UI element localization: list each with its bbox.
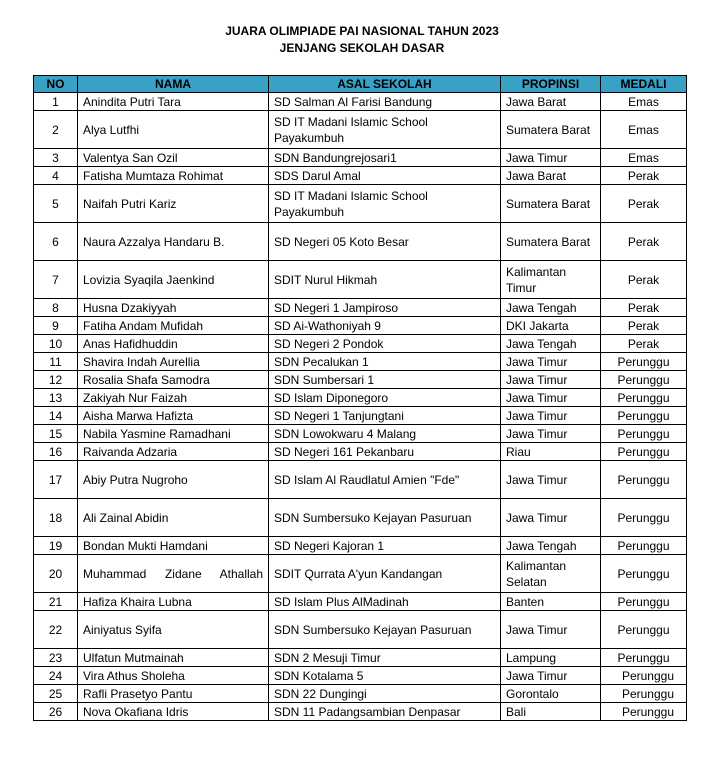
- cell-medali: Perunggu: [601, 371, 687, 389]
- header-medali: MEDALI: [601, 76, 687, 93]
- cell-asal-sekolah: SD Islam Al Raudlatul Amien "Fde": [269, 461, 501, 499]
- cell-propinsi: Jawa Timur: [501, 611, 601, 649]
- cell-propinsi: Jawa Timur: [501, 461, 601, 499]
- document-title: JUARA OLIMPIADE PAI NASIONAL TAHUN 2023: [225, 24, 499, 38]
- cell-medali: Perak: [601, 335, 687, 353]
- table-row: [34, 703, 687, 721]
- cell-medali: Emas: [601, 111, 687, 149]
- cell-no: 4: [34, 167, 78, 185]
- cell-medali: Perunggu: [601, 685, 687, 703]
- table-row: [34, 223, 687, 261]
- table-row: [34, 593, 687, 611]
- cell-no: 3: [34, 149, 78, 167]
- cell-asal-sekolah: SD Islam Diponegoro: [269, 389, 501, 407]
- cell-no: 21: [34, 593, 78, 611]
- cell-propinsi: Jawa Timur: [501, 371, 601, 389]
- cell-propinsi: Kalimantan Selatan: [501, 555, 601, 593]
- cell-no: 17: [34, 461, 78, 499]
- cell-asal-sekolah: SDN Sumbersari 1: [269, 371, 501, 389]
- cell-propinsi: Sumatera Barat: [501, 111, 601, 149]
- cell-nama: Ali Zainal Abidin: [78, 499, 269, 537]
- cell-medali: Perak: [601, 317, 687, 335]
- cell-no: 18: [34, 499, 78, 537]
- table-row: [34, 335, 687, 353]
- cell-medali: Perak: [601, 185, 687, 223]
- cell-no: 16: [34, 443, 78, 461]
- header-nama: NAMA: [78, 76, 269, 93]
- cell-propinsi: Jawa Timur: [501, 425, 601, 443]
- cell-propinsi: Bali: [501, 703, 601, 721]
- cell-medali: Perunggu: [601, 537, 687, 555]
- table-row: [34, 611, 687, 649]
- cell-asal-sekolah: SD IT Madani Islamic School Payakumbuh: [269, 185, 501, 223]
- cell-asal-sekolah: SDN Sumbersuko Kejayan Pasuruan: [269, 499, 501, 537]
- cell-nama: Ainiyatus Syifa: [78, 611, 269, 649]
- cell-asal-sekolah: SD Salman Al Farisi Bandung: [269, 93, 501, 111]
- table-row: [34, 499, 687, 537]
- cell-asal-sekolah: SD Negeri 1 Jampiroso: [269, 299, 501, 317]
- cell-nama: Anindita Putri Tara: [78, 93, 269, 111]
- cell-medali: Perunggu: [601, 353, 687, 371]
- cell-medali: Perunggu: [601, 407, 687, 425]
- cell-medali: Perunggu: [601, 389, 687, 407]
- table-row: [34, 407, 687, 425]
- cell-no: 23: [34, 649, 78, 667]
- cell-nama: Fatisha Mumtaza Rohimat: [78, 167, 269, 185]
- cell-asal-sekolah: SD Negeri 161 Pekanbaru: [269, 443, 501, 461]
- cell-no: 14: [34, 407, 78, 425]
- cell-propinsi: Gorontalo: [501, 685, 601, 703]
- cell-medali: Perunggu: [601, 461, 687, 499]
- cell-no: 7: [34, 261, 78, 299]
- cell-nama: Nova Okafiana Idris: [78, 703, 269, 721]
- cell-no: 8: [34, 299, 78, 317]
- cell-propinsi: Kalimantan Timur: [501, 261, 601, 299]
- cell-nama: Nabila Yasmine Ramadhani: [78, 425, 269, 443]
- cell-propinsi: Lampung: [501, 649, 601, 667]
- cell-nama: Lovizia Syaqila Jaenkind: [78, 261, 269, 299]
- cell-asal-sekolah: SDN Kotalama 5: [269, 667, 501, 685]
- cell-nama: Anas Hafidhuddin: [78, 335, 269, 353]
- cell-nama: Rafli Prasetyo Pantu: [78, 685, 269, 703]
- cell-medali: Perunggu: [601, 703, 687, 721]
- cell-nama: Naura Azzalya Handaru B.: [78, 223, 269, 261]
- cell-nama: Husna Dzakiyyah: [78, 299, 269, 317]
- cell-propinsi: Sumatera Barat: [501, 223, 601, 261]
- cell-medali: Perak: [601, 167, 687, 185]
- cell-no: 20: [34, 555, 78, 593]
- cell-no: 11: [34, 353, 78, 371]
- cell-propinsi: Jawa Tengah: [501, 537, 601, 555]
- table-row: [34, 317, 687, 335]
- cell-propinsi: DKI Jakarta: [501, 317, 601, 335]
- cell-nama: Ulfatun Mutmainah: [78, 649, 269, 667]
- cell-asal-sekolah: SDN 2 Mesuji Timur: [269, 649, 501, 667]
- cell-propinsi: Jawa Timur: [501, 667, 601, 685]
- cell-asal-sekolah: SD IT Madani Islamic School Payakumbuh: [269, 111, 501, 149]
- cell-no: 6: [34, 223, 78, 261]
- cell-propinsi: Jawa Barat: [501, 167, 601, 185]
- cell-medali: Perak: [601, 223, 687, 261]
- cell-asal-sekolah: SDIT Qurrata A'yun Kandangan: [269, 555, 501, 593]
- cell-medali: Perak: [601, 299, 687, 317]
- cell-asal-sekolah: SDN Lowokwaru 4 Malang: [269, 425, 501, 443]
- cell-asal-sekolah: SDN 22 Dungingi: [269, 685, 501, 703]
- cell-nama: Bondan Mukti Hamdani: [78, 537, 269, 555]
- cell-no: 10: [34, 335, 78, 353]
- cell-propinsi: Jawa Tengah: [501, 299, 601, 317]
- table-row: [34, 149, 687, 167]
- cell-asal-sekolah: SD Ai-Wathoniyah 9: [269, 317, 501, 335]
- cell-nama: Raivanda Adzaria: [78, 443, 269, 461]
- cell-medali: Perunggu: [601, 667, 687, 685]
- cell-nama: Fatiha Andam Mufidah: [78, 317, 269, 335]
- cell-nama: Zakiyah Nur Faizah: [78, 389, 269, 407]
- cell-propinsi: Jawa Timur: [501, 499, 601, 537]
- cell-no: 15: [34, 425, 78, 443]
- cell-no: 1: [34, 93, 78, 111]
- table-row: [34, 389, 687, 407]
- cell-asal-sekolah: SD Negeri 2 Pondok: [269, 335, 501, 353]
- table-body: [34, 93, 687, 721]
- cell-propinsi: Jawa Timur: [501, 149, 601, 167]
- document-subtitle: JENJANG SEKOLAH DASAR: [279, 41, 445, 55]
- cell-nama: Abiy Putra Nugroho: [78, 461, 269, 499]
- cell-propinsi: Jawa Timur: [501, 407, 601, 425]
- cell-nama: Alya Lutfhi: [78, 111, 269, 149]
- table-row: [34, 299, 687, 317]
- cell-medali: Perunggu: [601, 611, 687, 649]
- cell-no: 19: [34, 537, 78, 555]
- cell-asal-sekolah: SDN Sumbersuko Kejayan Pasuruan: [269, 611, 501, 649]
- cell-asal-sekolah: SD Negeri 1 Tanjungtani: [269, 407, 501, 425]
- header-asal-sekolah: ASAL SEKOLAH: [269, 76, 501, 93]
- cell-asal-sekolah: SD Negeri Kajoran 1: [269, 537, 501, 555]
- cell-medali: Emas: [601, 93, 687, 111]
- cell-nama: Shavira Indah Aurellia: [78, 353, 269, 371]
- cell-no: 26: [34, 703, 78, 721]
- cell-asal-sekolah: SDN Pecalukan 1: [269, 353, 501, 371]
- cell-nama: Vira Athus Sholeha: [78, 667, 269, 685]
- cell-medali: Perunggu: [601, 593, 687, 611]
- cell-medali: Perunggu: [601, 443, 687, 461]
- table-row: [34, 167, 687, 185]
- table-row: [34, 537, 687, 555]
- table-header-row: [34, 76, 687, 93]
- table-row: [34, 371, 687, 389]
- table-row: [34, 649, 687, 667]
- table-row: [34, 555, 687, 593]
- table-row: [34, 443, 687, 461]
- table-row: [34, 425, 687, 443]
- cell-nama: Aisha Marwa Hafizta: [78, 407, 269, 425]
- header-propinsi: PROPINSI: [501, 76, 601, 93]
- cell-medali: Perunggu: [601, 555, 687, 593]
- table-row: [34, 185, 687, 223]
- cell-no: 13: [34, 389, 78, 407]
- table-row: [34, 685, 687, 703]
- table-row: [34, 93, 687, 111]
- cell-asal-sekolah: SD Negeri 05 Koto Besar: [269, 223, 501, 261]
- cell-propinsi: Riau: [501, 443, 601, 461]
- cell-propinsi: Banten: [501, 593, 601, 611]
- cell-asal-sekolah: SDIT Nurul Hikmah: [269, 261, 501, 299]
- cell-no: 24: [34, 667, 78, 685]
- cell-no: 25: [34, 685, 78, 703]
- cell-medali: Perunggu: [601, 499, 687, 537]
- cell-nama: Rosalia Shafa Samodra: [78, 371, 269, 389]
- cell-no: 5: [34, 185, 78, 223]
- winners-table: [33, 75, 687, 721]
- cell-no: 12: [34, 371, 78, 389]
- cell-nama: Naifah Putri Kariz: [78, 185, 269, 223]
- cell-medali: Emas: [601, 149, 687, 167]
- table-row: [34, 461, 687, 499]
- cell-propinsi: Jawa Timur: [501, 389, 601, 407]
- cell-nama: Hafiza Khaira Lubna: [78, 593, 269, 611]
- cell-no: 2: [34, 111, 78, 149]
- cell-medali: Perunggu: [601, 425, 687, 443]
- cell-medali: Perunggu: [601, 649, 687, 667]
- cell-asal-sekolah: SDS Darul Amal: [269, 167, 501, 185]
- cell-asal-sekolah: SDN 11 Padangsambian Denpasar: [269, 703, 501, 721]
- header-no: NO: [34, 76, 78, 93]
- cell-propinsi: Jawa Timur: [501, 353, 601, 371]
- cell-no: 9: [34, 317, 78, 335]
- cell-propinsi: Jawa Barat: [501, 93, 601, 111]
- cell-propinsi: Sumatera Barat: [501, 185, 601, 223]
- table-row: [34, 667, 687, 685]
- cell-asal-sekolah: SD Islam Plus AlMadinah: [269, 593, 501, 611]
- cell-no: 22: [34, 611, 78, 649]
- cell-nama: Muhammad Zidane Athallah: [78, 555, 269, 593]
- table-row: [34, 353, 687, 371]
- cell-medali: Perak: [601, 261, 687, 299]
- table-row: [34, 261, 687, 299]
- cell-nama: Valentya San Ozil: [78, 149, 269, 167]
- cell-propinsi: Jawa Tengah: [501, 335, 601, 353]
- table-row: [34, 111, 687, 149]
- cell-asal-sekolah: SDN Bandungrejosari1: [269, 149, 501, 167]
